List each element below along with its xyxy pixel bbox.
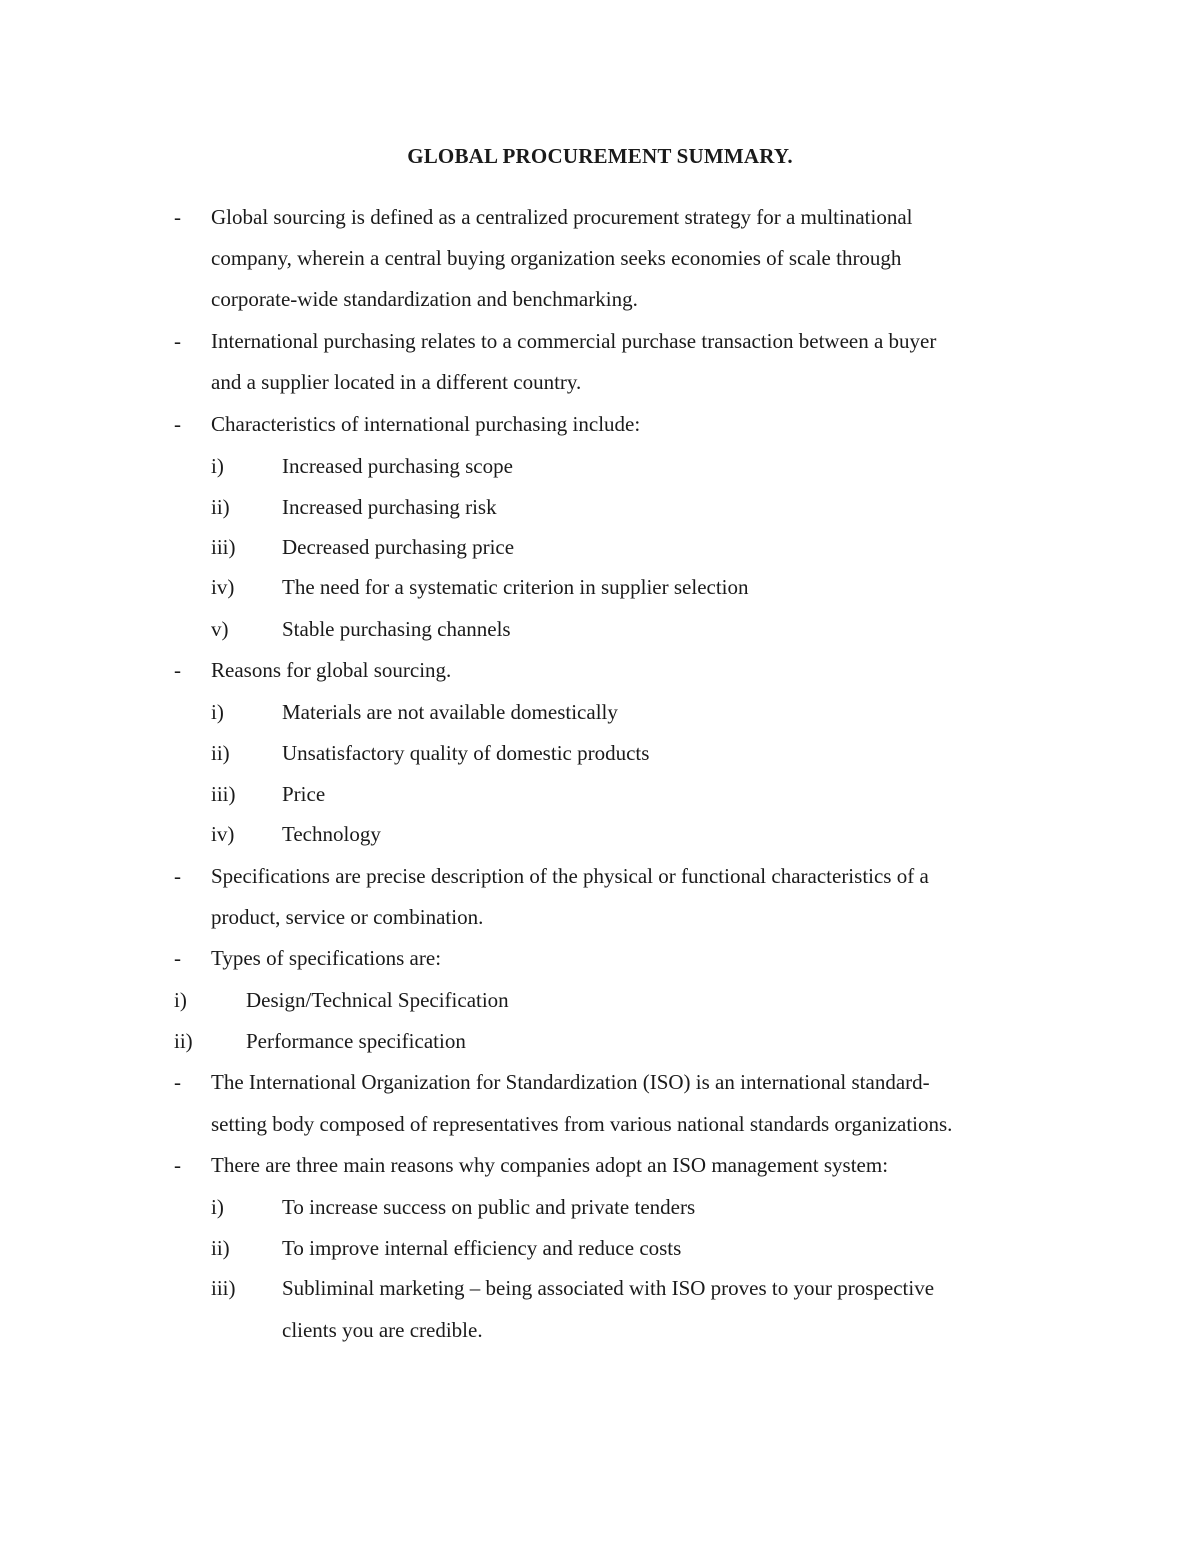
bullet-dash: -: [174, 412, 181, 436]
bullet-dash: -: [174, 864, 181, 888]
bullet-dash: -: [174, 205, 181, 229]
bullet-dash: -: [174, 1153, 181, 1177]
bullet-dash: -: [174, 329, 181, 353]
document-page: GLOBAL PROCUREMENT SUMMARY. - Global sourcing is defined as a centralized procurement strategy for a multinational company, wherein a central buying organization seeks economies of scale through corporate-wide standardization and benchmarking. - International purchasing relates to a commercial purchase transaction between a buyer and a supplier located in a different country. - Characteristics of international purchasing include: i) Increased purchasing scope ii) Increased purchasing risk iii) Decreased purchasing price iv) The need for a systematic criterion in supplier selection v) Stable purchasing channels - Reasons for global sourcing. i) Materials are not available domestically ii) Unsatisfactory quality of domestic products iii) Price iv) Technology - Specifications are precise description of the physical or functional characteristics of a product, service or combination. - Types of specifications are: i) Design/Technical Specification ii) Performance specification - The International Organization for Standardization (ISO) is an international standard- setting body composed of representatives from various national standards organizations. - There are three main reasons why companies adopt an ISO management system: i) To increase success on public and private tenders ii) To improve internal efficiency and reduce costs iii) Subliminal marketing – being associated with ISO proves to your prospective clients you are credible.: [0, 0, 1200, 1553]
bullet-dash: -: [174, 1070, 181, 1094]
bullet-dash: -: [174, 658, 181, 682]
bullet-dash: -: [174, 946, 181, 970]
document-title: GLOBAL PROCUREMENT SUMMARY.: [407, 144, 793, 168]
